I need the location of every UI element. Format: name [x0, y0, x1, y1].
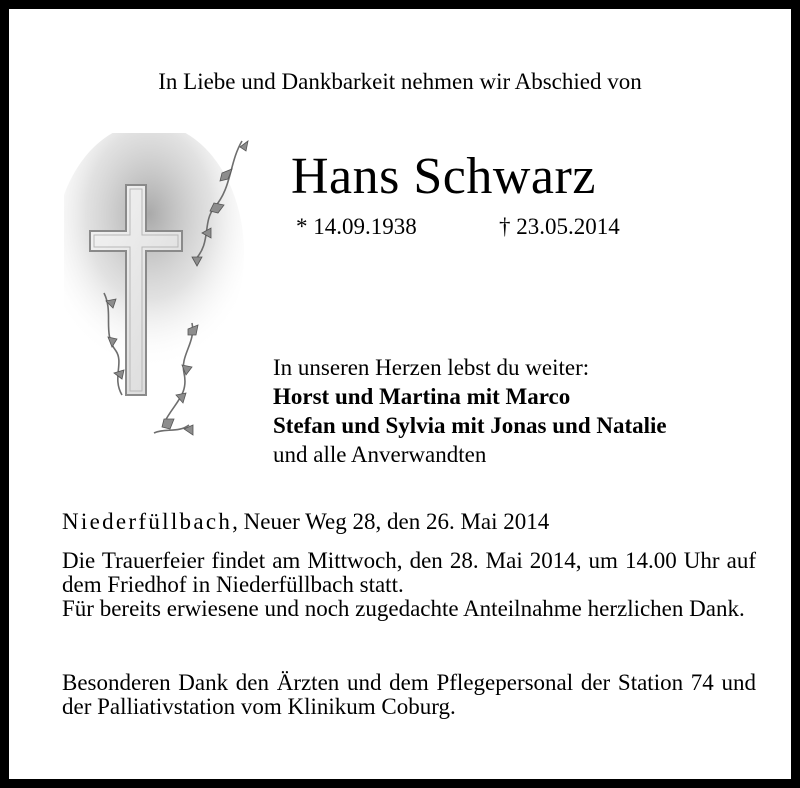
family-others-line: und alle Anverwandten — [273, 442, 487, 467]
family-block — [273, 353, 667, 469]
place-town: Niederfüllbach — [62, 509, 233, 534]
funeral-info — [62, 549, 756, 621]
birth-date: * 14.09.1938 — [296, 214, 417, 239]
family-name-line: Horst und Martina mit Marco — [273, 384, 571, 409]
family-name-line: Stefan und Sylvia mit Jonas und Natalie — [273, 413, 667, 438]
funeral-text: Die Trauerfeier findet am Mittwoch, den 28. Mai 2014, um 14.00 Uhr auf dem Friedhof in Niederfüllbach statt. — [62, 548, 756, 597]
family-lead-line: In unseren Herzen lebst du weiter: — [273, 355, 590, 380]
special-thanks-text: Besonderen Dank den Ärzten und dem Pflegepersonal der Station 74 und der Palliativstation vom Klinikum Coburg. — [62, 670, 756, 719]
place-address-date: , Neuer Weg 28, den 26. Mai 2014 — [232, 509, 550, 534]
intro-line: In Liebe und Dankbarkeit nehmen wir Abschied von — [158, 69, 642, 94]
deceased-name: Hans Schwarz — [291, 148, 596, 205]
cross-with-ivy-icon — [64, 133, 254, 453]
death-date: † 23.05.2014 — [499, 214, 620, 239]
cross-emblem-graphic — [64, 133, 254, 453]
thanks-text: Für bereits erwiesene und noch zugedachte Anteilnahme herzlichen Dank. — [62, 596, 745, 621]
place-date-line — [62, 507, 549, 536]
